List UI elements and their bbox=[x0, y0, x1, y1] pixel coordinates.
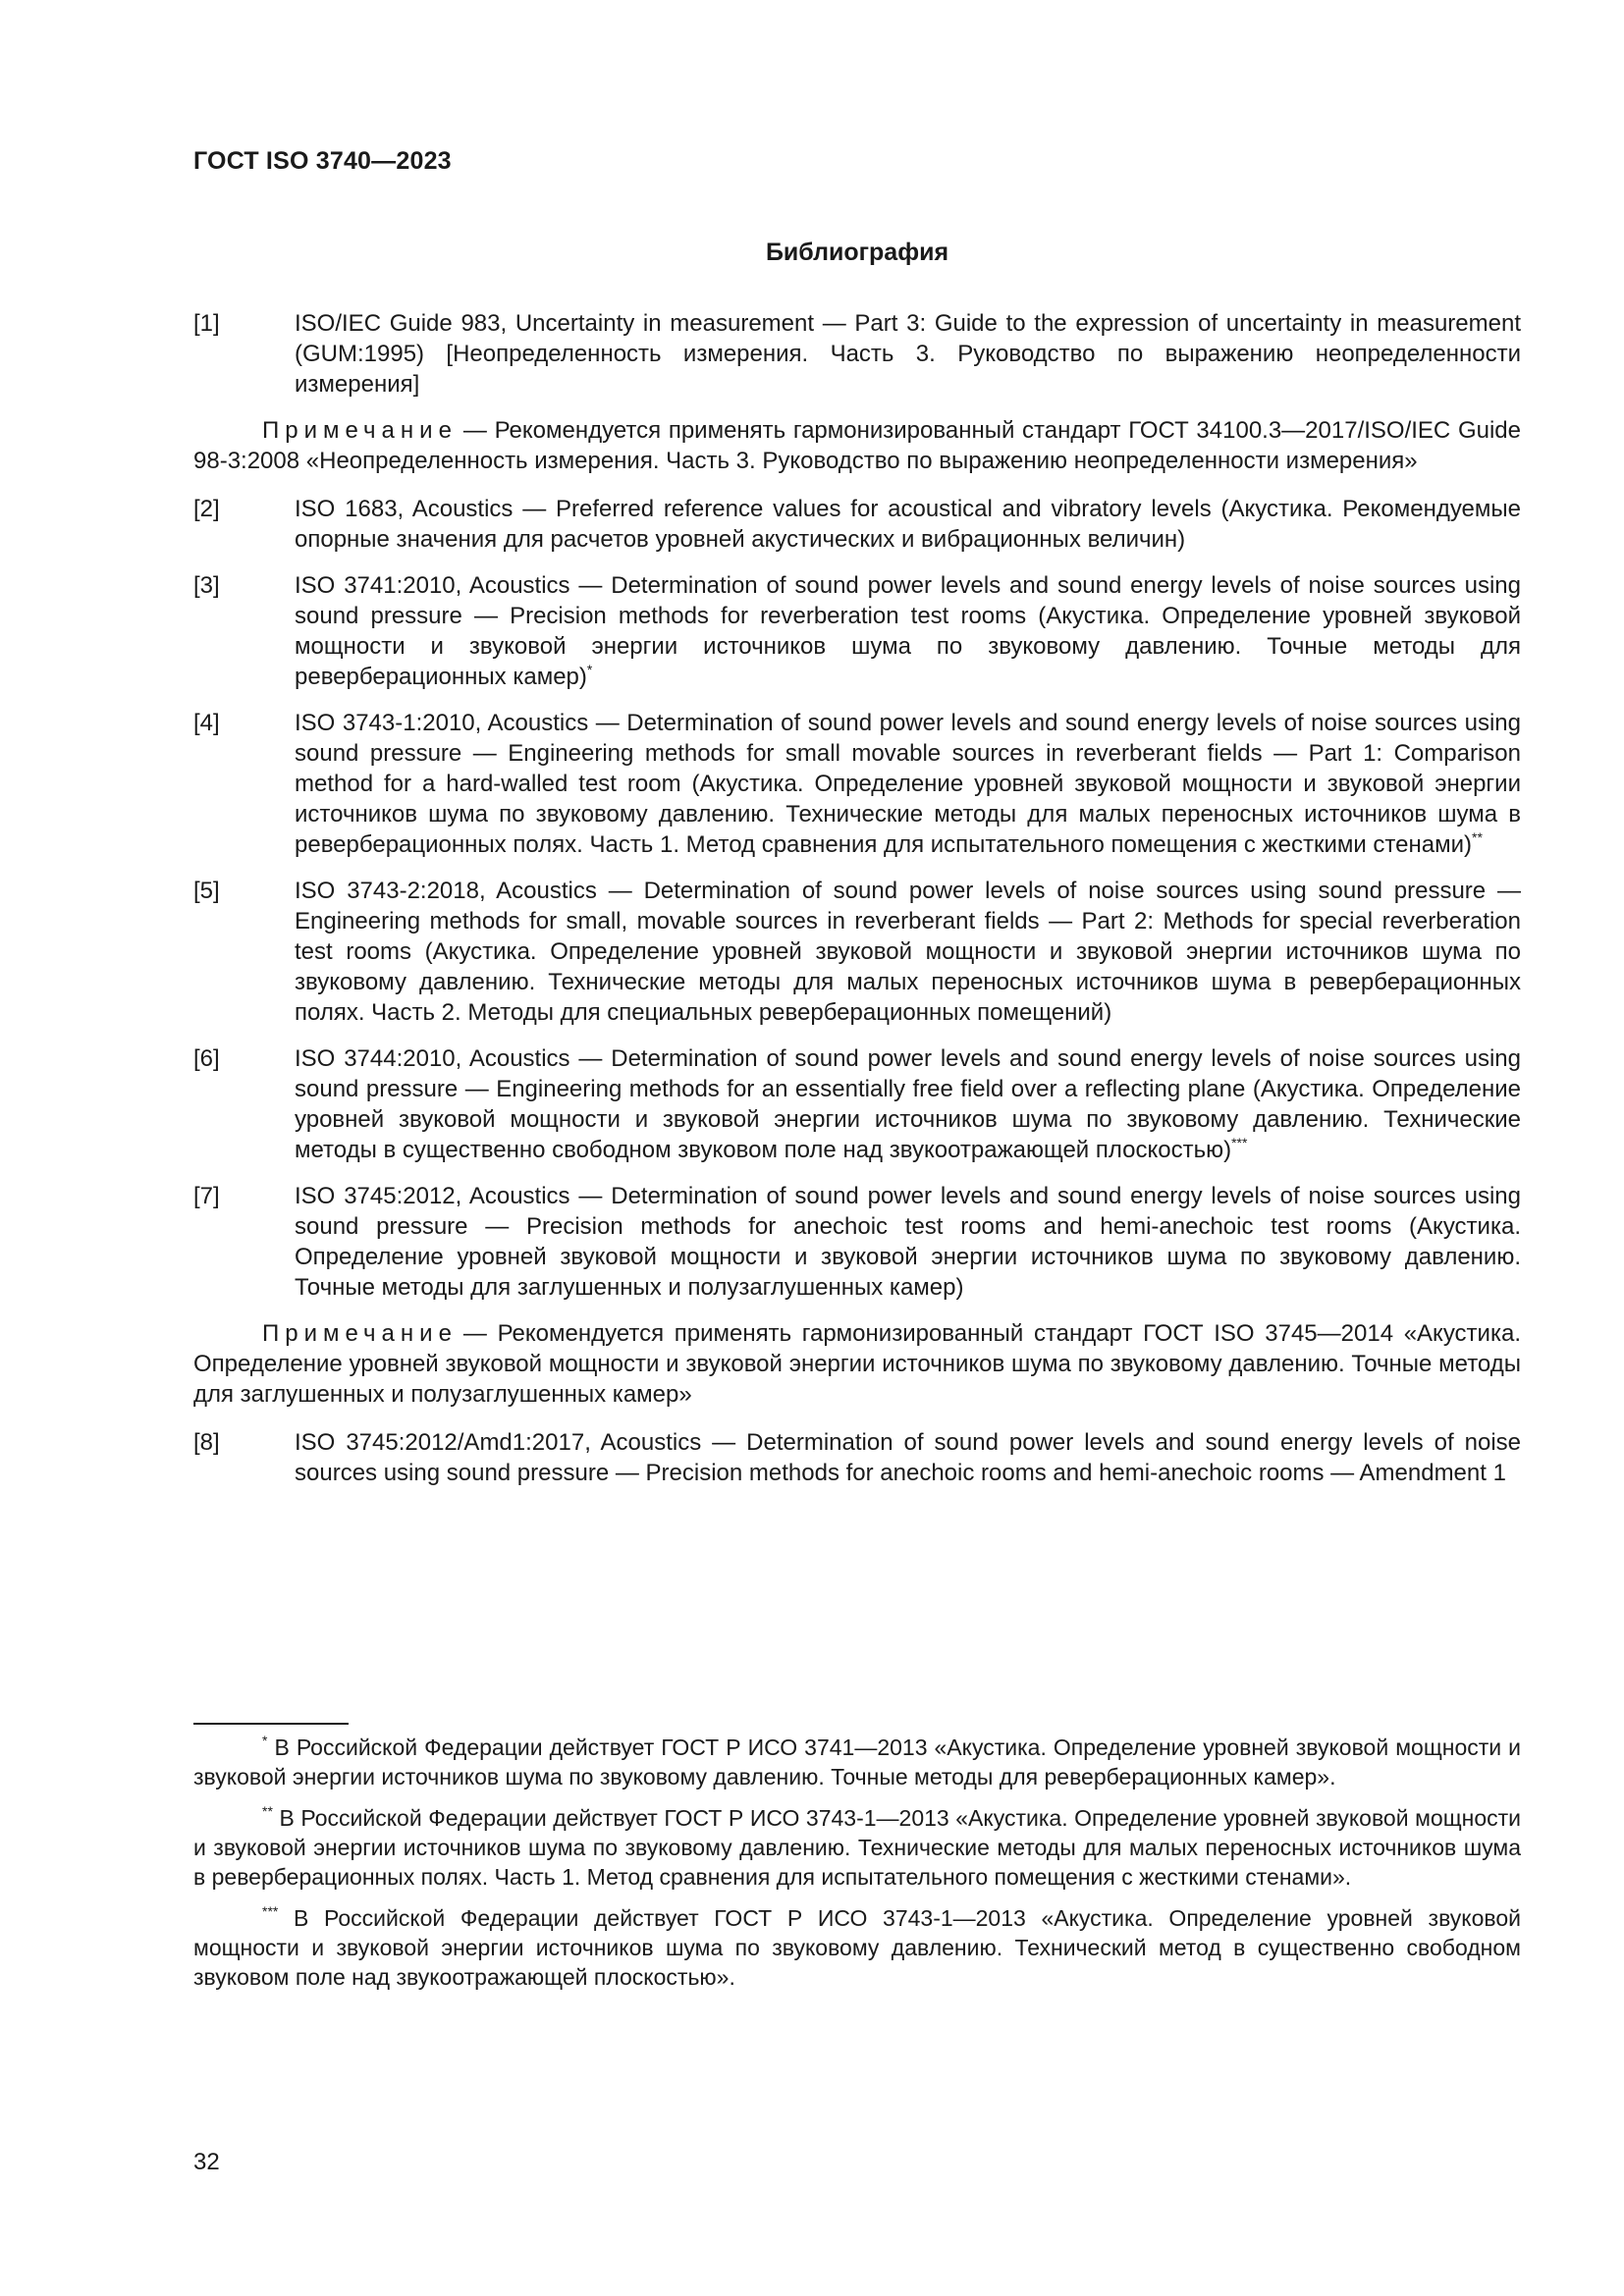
reference-item-1 bbox=[193, 308, 1521, 400]
footnotes bbox=[193, 1723, 1521, 2003]
footnote-2 bbox=[193, 1803, 1521, 1892]
reference-item-6 bbox=[193, 1043, 1521, 1165]
page-number: 32 bbox=[193, 2149, 220, 2175]
reference-number: [3] bbox=[193, 572, 220, 599]
note-text: — Рекомендуется применять гармонизированный стандарт ГОСТ 34100.3—2017/ISO/IEC Guide 98-3:2008 «Неопределенность измерения. Часть 3. Руководство по выражению неопределенности измерения» bbox=[193, 417, 1521, 474]
note-1 bbox=[193, 415, 1521, 476]
footnote-mark: * bbox=[262, 1733, 268, 1748]
reference-number: [4] bbox=[193, 710, 220, 736]
footnote-3 bbox=[193, 1903, 1521, 1992]
reference-text: ISO 3743-2:2018, Acoustics — Determination of sound power levels of noise sources using sound pressure — Engineering methods for small, movable sources in reverberant fields — Part 2: Methods for special reverberation test rooms (Акустика. Определение уровней звуковой мощности и звуковой энергии источников шума по звуковому давлению. Технические методы для малых переносных источников шума в реверберационных полях. Часть 2. Методы для специальных реверберационных помещений) bbox=[295, 878, 1521, 1026]
reference-number: [8] bbox=[193, 1429, 220, 1456]
note-label: Примечание bbox=[262, 417, 458, 444]
section-title: Библиография bbox=[765, 239, 949, 266]
footnote-text: В Российской Федерации действует ГОСТ Р ИСО 3743-1—2013 «Акустика. Определение уровней звуковой мощности и звуковой энергии источников шума по звуковому давлению. Технические методы для малых переносных источников шума в реверберационных полях. Часть 1. Метод сравнения для испытательного помещения с жесткими стенами». bbox=[193, 1805, 1522, 1890]
footnote-divider bbox=[193, 1723, 349, 1725]
note-text: — Рекомендуется применять гармонизированный стандарт ГОСТ ISO 3745—2014 «Акустика. Определение уровней звуковой мощности и звуковой энергии источников шума по звуковому давлению. Точные методы для заглушенных и полузаглушенных камер» bbox=[193, 1320, 1521, 1408]
reference-number: [2] bbox=[193, 496, 220, 522]
footnote-marker: ** bbox=[1472, 829, 1483, 845]
reference-number: [1] bbox=[193, 310, 220, 337]
reference-text: ISO 3743-1:2010, Acoustics — Determination of sound power levels and sound energy levels of noise sources using sound pressure — Engineering methods for small movable sources in reverberant fields — Part 1: Comparison method for a hard-walled test room (Акустика. Определение уровней звуковой мощности и звуковой энергии источников шума по звуковому давлению. Технические методы для малых переносных источников шума в реверберационных полях. Часть 1. Метод сравнения для испытательного помещения с жесткими стенами)** bbox=[295, 710, 1521, 858]
footnote-marker: * bbox=[586, 662, 593, 677]
reference-text: ISO 3741:2010, Acoustics — Determination of sound power levels and sound energy levels of noise sources using sound pressure — Precision methods for reverberation test rooms (Акустика. Определение уровней звуковой мощности и звуковой энергии источников шума по звуковому давлению. Точные методы для реверберационных камер)* bbox=[295, 572, 1521, 690]
footnote-mark: ** bbox=[262, 1803, 273, 1819]
reference-item-5 bbox=[193, 876, 1521, 1028]
reference-text: ISO/IEC Guide 983, Uncertainty in measurement — Part 3: Guide to the expression of uncertainty in measurement (GUM:1995) [Неопределенность измерения. Часть 3. Руководство по выражению неопределенности измерения] bbox=[295, 310, 1521, 398]
reference-item-2 bbox=[193, 494, 1521, 555]
footnote-text: В Российской Федерации действует ГОСТ Р ИСО 3741—2013 «Акустика. Определение уровней звуковой мощности и звуковой энергии источников шума по звуковому давлению. Точные методы для реверберационных камер». bbox=[193, 1735, 1521, 1789]
reference-item-8 bbox=[193, 1427, 1521, 1488]
document-code: ГОСТ ISO 3740—2023 bbox=[193, 147, 452, 175]
reference-number: [7] bbox=[193, 1183, 220, 1209]
reference-text: ISO 3744:2010, Acoustics — Determination of sound power levels and sound energy levels of noise sources using sound pressure — Engineering methods for an essentially free field over a reflecting plane (Акустика. Определение уровней звуковой мощности и звуковой энергии источников шума по звуковому давлению. Технические методы в существенно свободном звуковом поле над звукоотражающей плоскостью)*** bbox=[295, 1045, 1521, 1163]
reference-text: ISO 3745:2012/Amd1:2017, Acoustics — Determination of sound power levels and sound energy levels of noise sources using sound pressure — Precision methods for anechoic rooms and hemi-anechoic rooms — Amendment 1 bbox=[295, 1429, 1521, 1486]
reference-item-3 bbox=[193, 570, 1521, 692]
reference-number: [6] bbox=[193, 1045, 220, 1072]
reference-number: [5] bbox=[193, 878, 220, 904]
reference-text: ISO 1683, Acoustics — Preferred reference values for acoustical and vibratory levels (Акустика. Рекомендуемые опорные значения для расчетов уровней акустических и вибрационных величин) bbox=[295, 496, 1521, 553]
footnote-mark: *** bbox=[262, 1903, 279, 1919]
note-2 bbox=[193, 1318, 1521, 1410]
bibliography-list bbox=[193, 308, 1521, 1488]
footnote-marker: *** bbox=[1231, 1135, 1248, 1150]
document-page bbox=[193, 147, 1521, 1504]
note-label: Примечание bbox=[262, 1320, 458, 1347]
reference-item-7 bbox=[193, 1181, 1521, 1303]
footnote-1 bbox=[193, 1733, 1521, 1791]
reference-text: ISO 3745:2012, Acoustics — Determination of sound power levels and sound energy levels of noise sources using sound pressure — Precision methods for anechoic test rooms and hemi-anechoic test rooms (Акустика. Определение уровней звуковой мощности и звуковой энергии источников шума по звуковому давлению. Точные методы для заглушенных и полузаглушенных камер) bbox=[295, 1183, 1521, 1301]
reference-item-4 bbox=[193, 708, 1521, 860]
footnote-text: В Российской Федерации действует ГОСТ Р ИСО 3743-1—2013 «Акустика. Определение уровней звуковой мощности и звуковой энергии источников шума по звуковому давлению. Технический метод в существенно свободном звуковом поле над звукоотражающей плоскостью». bbox=[193, 1905, 1521, 1990]
